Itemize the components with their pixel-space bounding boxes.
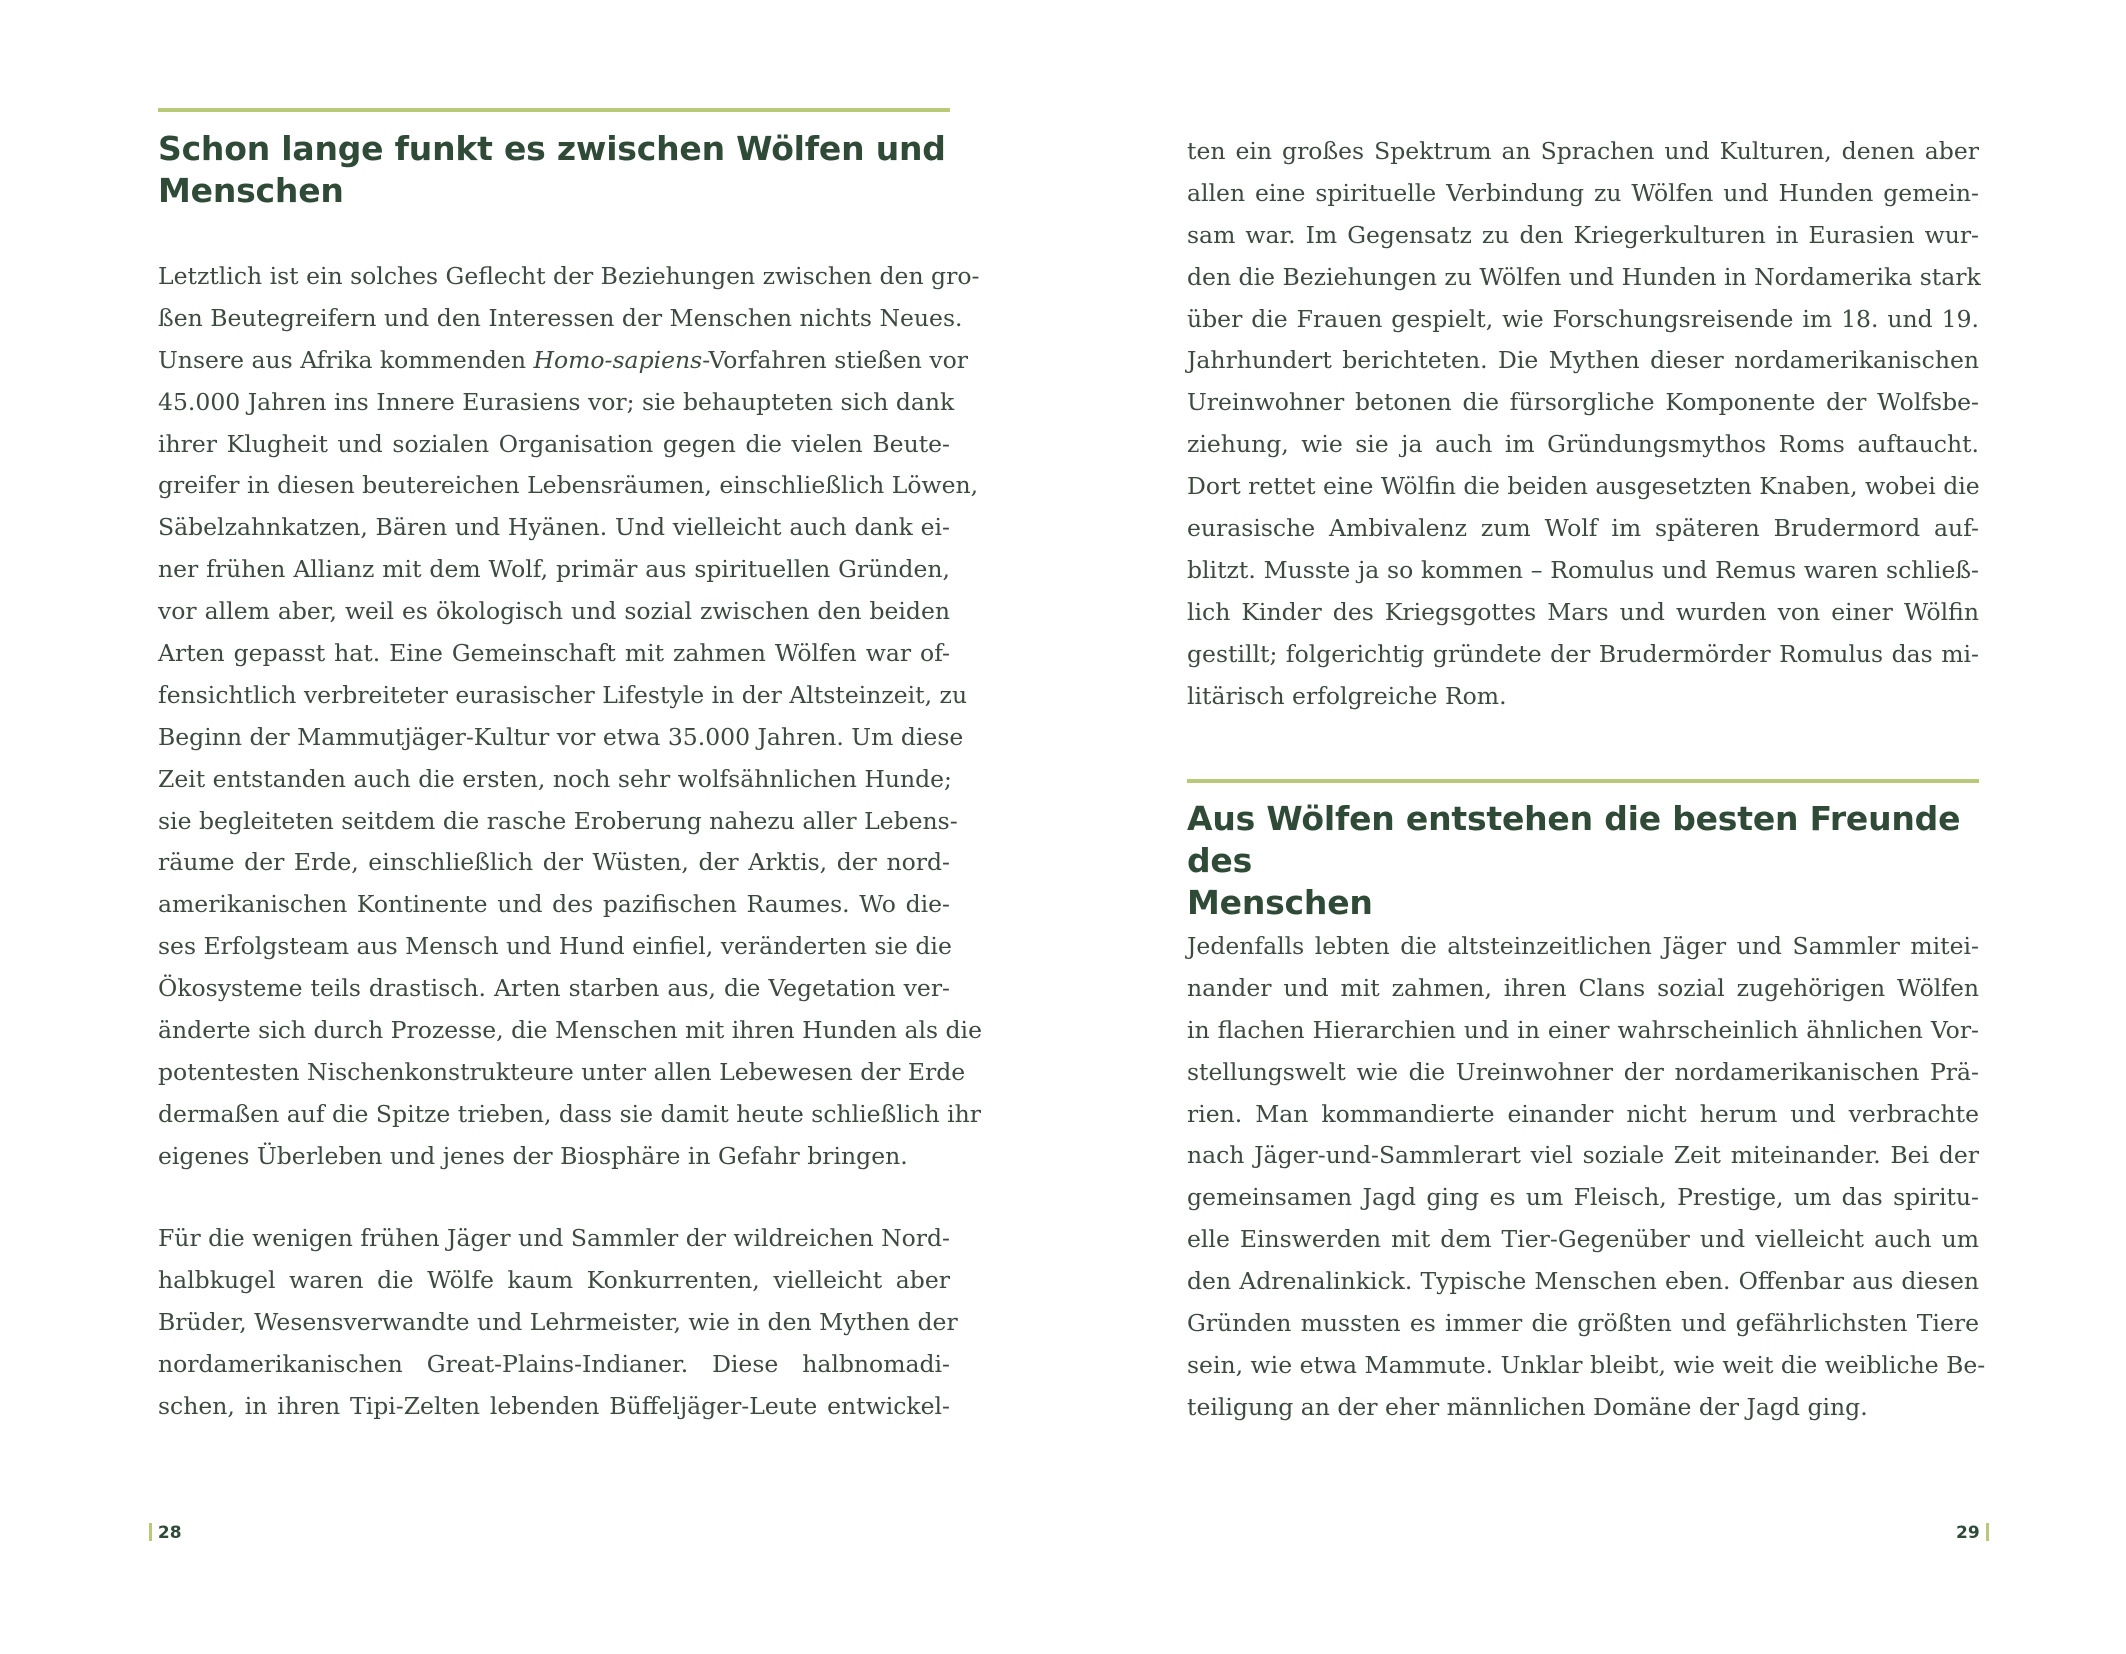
text-line: blitzt. Musste ja so kommen – Romulus und Remus waren schließ- — [1187, 555, 1979, 584]
text-line: den Adrenalinkick. Typische Menschen eben. Offenbar aus diesen — [1187, 1267, 1979, 1296]
text-line: nach Jäger-und-Sammlerart viel soziale Zeit miteinander. Bei der — [1187, 1141, 1979, 1170]
text-line: Dort rettet eine Wölfin die beiden ausgesetzten Knaben, wobei die — [1187, 472, 1980, 501]
section-rule — [1187, 779, 1979, 783]
text-line: Jahrhundert berichteten. Die Mythen dieser nordamerikanischen — [1187, 346, 1979, 375]
text-line: allen eine spirituelle Verbindung zu Wölfen und Hunden gemein- — [1187, 178, 1979, 207]
text-line: nordamerikanischen Great-Plains-Indianer. Diese halbnomadi- — [158, 1349, 950, 1378]
text-line: litärisch erfolgreiche Rom. — [1187, 681, 1507, 710]
text-line: gemeinsamen Jagd ging es um Fleisch, Prestige, um das spiritu- — [1187, 1183, 1979, 1212]
paragraph — [1187, 926, 1986, 1429]
text-line: nander und mit zahmen, ihren Clans sozial zugehörigen Wölfen — [1187, 973, 1979, 1002]
heading-line: Aus Wölfen entstehen die besten Freunde des — [1187, 799, 1961, 880]
text-line: ner frühen Allianz mit dem Wolf, primär aus spirituellen Gründen, — [158, 555, 950, 584]
page-number-text: 28 — [157, 1523, 182, 1543]
heading-line: Schon lange funkt es zwischen Wölfen und — [158, 129, 946, 168]
text-line: änderte sich durch Prozesse, die Menschen mit ihren Hunden als die — [158, 1016, 982, 1045]
text-line: Für die wenigen frühen Jäger und Sammler der wildreichen Nord- — [158, 1224, 950, 1252]
section-heading — [1187, 798, 1987, 924]
text-line: rien. Man kommandierte einander nicht herum und verbrachte — [1187, 1099, 1979, 1128]
text-line: Ökosysteme teils drastisch. Arten starben aus, die Vegetation ver- — [158, 974, 950, 1003]
text-line: sam war. Im Gegensatz zu den Kriegerkulturen in Eurasien wur- — [1187, 220, 1979, 249]
paragraph — [1187, 131, 1979, 717]
text-line: Brüder, Wesensverwandte und Lehrmeister, wie in den Mythen der — [158, 1307, 958, 1336]
text-segment: -Vorfahren stießen vor — [702, 345, 969, 374]
text-line: 45.000 Jahren ins Innere Eurasiens vor; sie behaupteten sich dank — [158, 387, 955, 416]
heading-line: Menschen — [1187, 883, 1373, 922]
text-line: lich Kinder des Kriegsgottes Mars und wurden von einer Wölfin — [1187, 597, 1979, 626]
text-line: halbkugel waren die Wölfe kaum Konkurrenten, vielleicht aber — [158, 1265, 950, 1294]
text-line: ses Erfolgsteam aus Mensch und Hund einfiel, veränderten sie die — [158, 932, 952, 961]
italic-term: Homo-sapiens — [533, 345, 703, 374]
text-line: Zeit entstanden auch die ersten, noch sehr wolfsähnlichen Hunde; — [158, 764, 952, 793]
text-line: gestillt; folgerichtig gründete der Brudermörder Romulus das mi- — [1187, 639, 1979, 668]
text-line: dermaßen auf die Spitze trieben, dass sie damit heute schließlich ihr — [158, 1099, 981, 1128]
text-line: ihrer Klugheit und sozialen Organisation gegen die vielen Beute- — [158, 429, 950, 458]
text-line: ziehung, wie sie ja auch im Gründungsmythos Roms auftaucht. — [1187, 430, 1979, 459]
text-line: sie begleiteten seitdem die rasche Eroberung nahezu aller Lebens- — [158, 806, 958, 835]
text-line: Jedenfalls lebten die altsteinzeitlichen Jäger und Sammler mitei- — [1187, 932, 1979, 960]
text-line: eurasische Ambivalenz zum Wolf im späteren Brudermord auf- — [1187, 514, 1979, 543]
text-line: schen, in ihren Tipi-Zelten lebenden Büffeljäger-Leute entwickel- — [158, 1391, 950, 1420]
text-line: potentesten Nischenkonstrukteure unter allen Lebewesen der Erde — [158, 1057, 966, 1086]
text-line: Ureinwohner betonen die fürsorgliche Komponente der Wolfsbe- — [1187, 388, 1979, 417]
text-line: räume der Erde, einschließlich der Wüsten, der Arktis, der nord- — [158, 848, 950, 877]
text-line: greifer in diesen beutereichen Lebensräumen, einschließlich Löwen, — [158, 471, 979, 500]
section-heading — [158, 128, 958, 212]
text-line — [158, 340, 969, 382]
text-line: amerikanischen Kontinente und des pazifischen Raumes. Wo die- — [158, 890, 950, 919]
text-line: fensichtlich verbreiteter eurasischer Lifestyle in der Altsteinzeit, zu — [158, 680, 968, 709]
text-line: sein, wie etwa Mammute. Unklar bleibt, wie weit die weibliche Be- — [1187, 1350, 1986, 1379]
text-line: Arten gepasst hat. Eine Gemeinschaft mit zahmen Wölfen war of- — [158, 639, 950, 668]
page-number-text: 29 — [1956, 1523, 1980, 1543]
page-number — [1956, 1522, 1989, 1544]
text-line: ßen Beutegreifern und den Interessen der Menschen nichts Neues. — [158, 303, 963, 332]
text-line: Beginn der Mammutjäger-Kultur vor etwa 35.000 Jahren. Um diese — [158, 722, 964, 751]
text-line: Gründen mussten es immer die größten und gefährlichsten Tiere — [1187, 1309, 1979, 1338]
text-line: ten ein großes Spektrum an Sprachen und Kulturen, denen aber — [1187, 137, 1979, 165]
text-line: elle Einswerden mit dem Tier-Gegenüber und vielleicht auch um — [1187, 1225, 1979, 1254]
page-number-bar — [1986, 1523, 1989, 1541]
text-line: teiligung an der eher männlichen Domäne der Jagd ging. — [1187, 1392, 1868, 1421]
text-line: in flachen Hierarchien und in einer wahrscheinlich ähnlichen Vor- — [1187, 1015, 1979, 1044]
page-number-bar — [149, 1523, 152, 1541]
text-line: über die Frauen gespielt, wie Forschungsreisende im 18. und 19. — [1187, 304, 1979, 333]
text-line: eigenes Überleben und jenes der Biosphäre in Gefahr bringen. — [158, 1141, 908, 1170]
text-line: stellungswelt wie die Ureinwohner der nordamerikanischen Prä- — [1187, 1057, 1979, 1086]
page-number — [149, 1522, 182, 1544]
right-page — [1063, 0, 2126, 1654]
text-line: vor allem aber, weil es ökologisch und sozial zwischen den beiden — [158, 597, 950, 626]
paragraph — [158, 256, 982, 1178]
text-segment: Unsere aus Afrika kommenden — [158, 345, 534, 374]
text-line: Letztlich ist ein solches Geflecht der Beziehungen zwischen den gro- — [158, 262, 980, 290]
section-rule — [158, 108, 950, 112]
heading-line: Menschen — [158, 171, 344, 210]
text-line: den die Beziehungen zu Wölfen und Hunden in Nordamerika stark — [1187, 262, 1981, 291]
text-line: Säbelzahnkatzen, Bären und Hyänen. Und vielleicht auch dank ei- — [158, 513, 950, 542]
paragraph — [158, 1218, 958, 1427]
